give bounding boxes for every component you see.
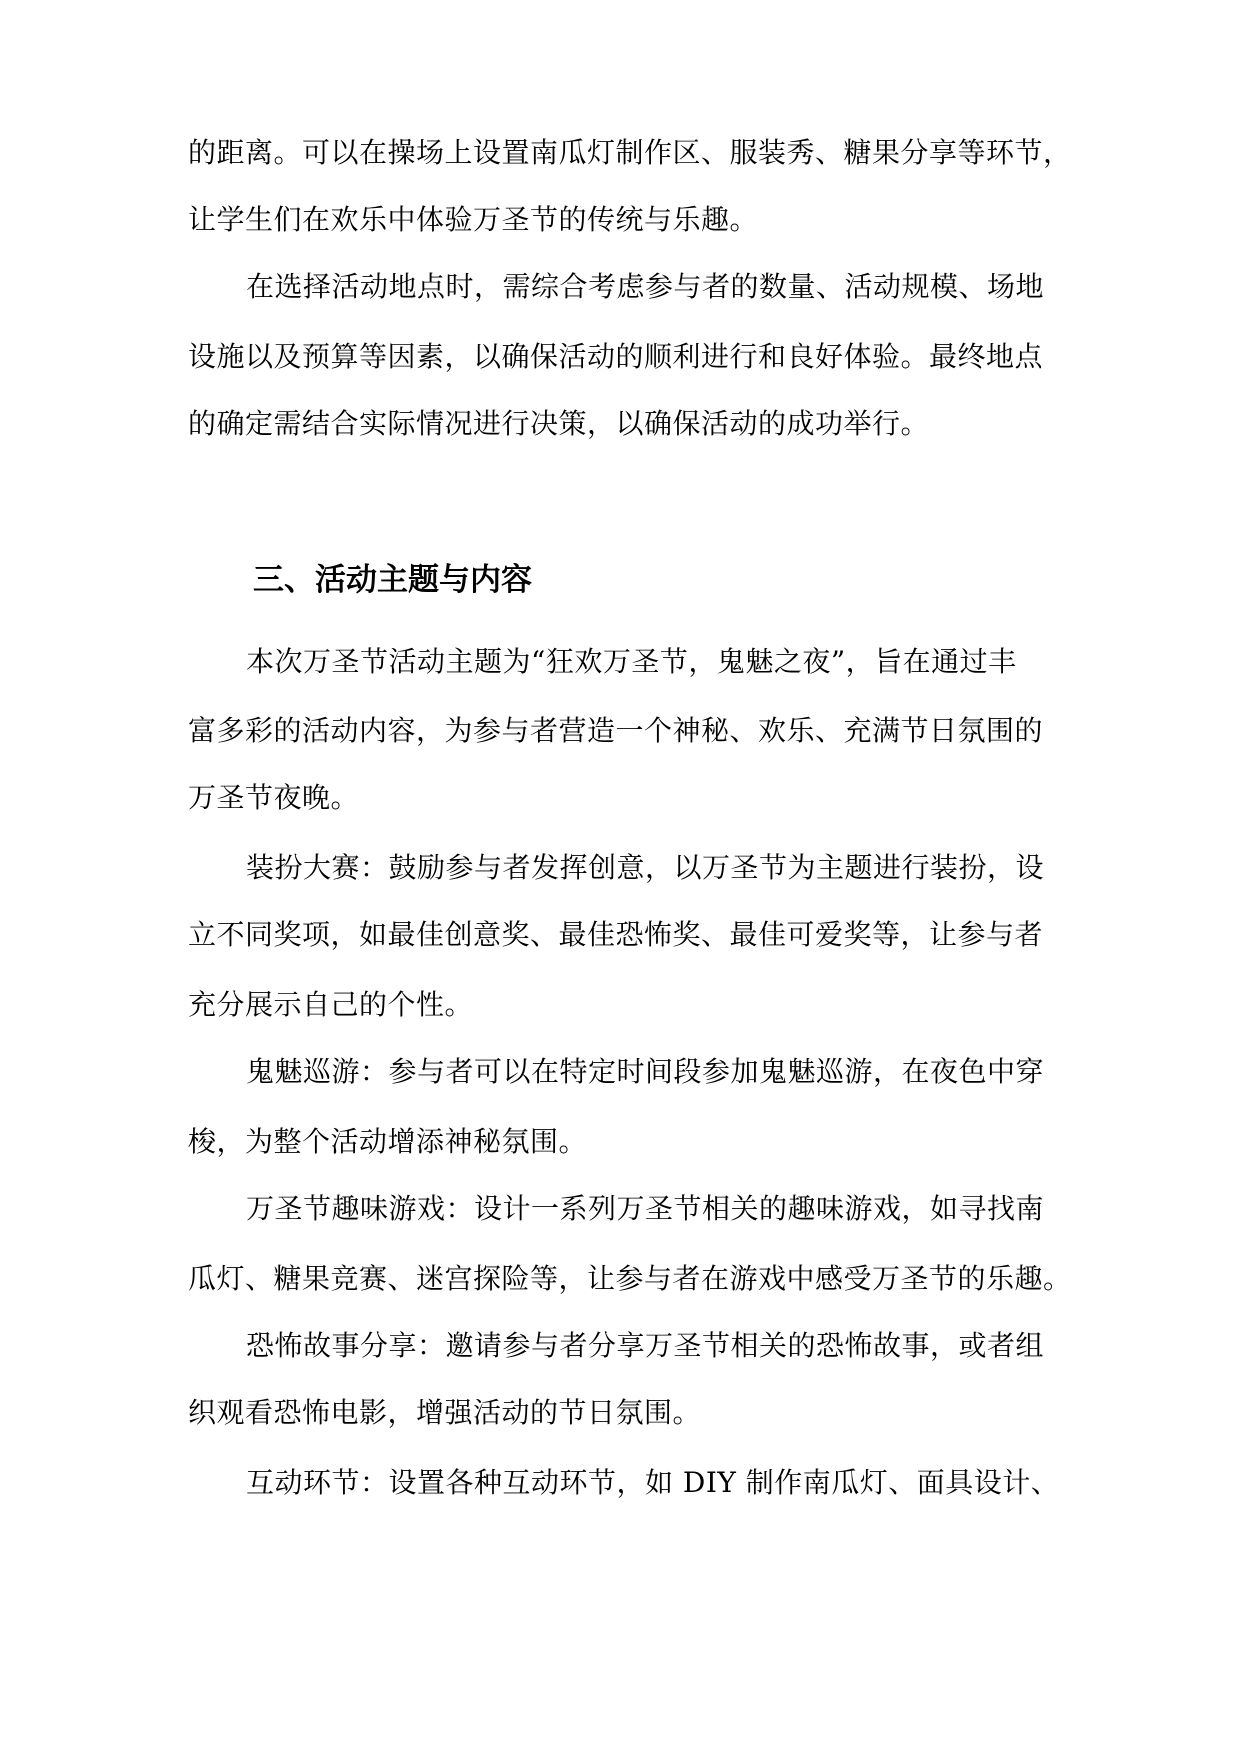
paragraph-line: 本次万圣节活动主题为“狂欢万圣节，鬼魅之夜”，旨在通过丰 — [246, 645, 1017, 678]
paragraph-line: 装扮大赛：鼓励参与者发挥创意，以万圣节为主题进行装扮，设 — [246, 851, 1045, 884]
paragraph-line: 的确定需结合实际情况进行决策，以确保活动的成功举行。 — [188, 407, 930, 440]
paragraph-line: 富多彩的活动内容，为参与者营造一个神秘、欢乐、充满节日氛围的 — [188, 714, 1044, 747]
paragraph-line: 梭，为整个活动增添神秘氛围。 — [188, 1125, 588, 1158]
paragraph-line: 立不同奖项，如最佳创意奖、最佳恐怖奖、最佳可爱奖等，让参与者 — [188, 918, 1044, 951]
paragraph-line: 万圣节夜晚。 — [188, 781, 360, 814]
paragraph-line: 织观看恐怖电影，增强活动的节日氛围。 — [188, 1396, 702, 1429]
paragraph-line: 设施以及预算等因素，以确保活动的顺利进行和良好体验。最终地点 — [188, 340, 1044, 373]
paragraph-line: 瓜灯、糖果竞赛、迷宫探险等，让参与者在游戏中感受万圣节的乐趣。 — [188, 1262, 1072, 1295]
paragraph-line: 在选择活动地点时，需综合考虑参与者的数量、活动规模、场地 — [246, 270, 1045, 303]
section-heading: 三、活动主题与内容 — [253, 562, 532, 598]
paragraph-line: 互动环节：设置各种互动环节，如 DIY 制作南瓜灯、面具设计、 — [246, 1466, 1060, 1499]
paragraph-line: 万圣节趣味游戏：设计一系列万圣节相关的趣味游戏，如寻找南 — [246, 1192, 1045, 1225]
paragraph-line: 恐怖故事分享：邀请参与者分享万圣节相关的恐怖故事，或者组 — [246, 1329, 1045, 1362]
paragraph-line: 的距离。可以在操场上设置南瓜灯制作区、服装秀、糖果分享等环节， — [188, 136, 1072, 169]
paragraph-line: 鬼魅巡游：参与者可以在特定时间段参加鬼魅巡游，在夜色中穿 — [246, 1055, 1045, 1088]
paragraph-line: 充分展示自己的个性。 — [188, 988, 474, 1021]
paragraph-line: 让学生们在欢乐中体验万圣节的传统与乐趣。 — [188, 203, 759, 236]
